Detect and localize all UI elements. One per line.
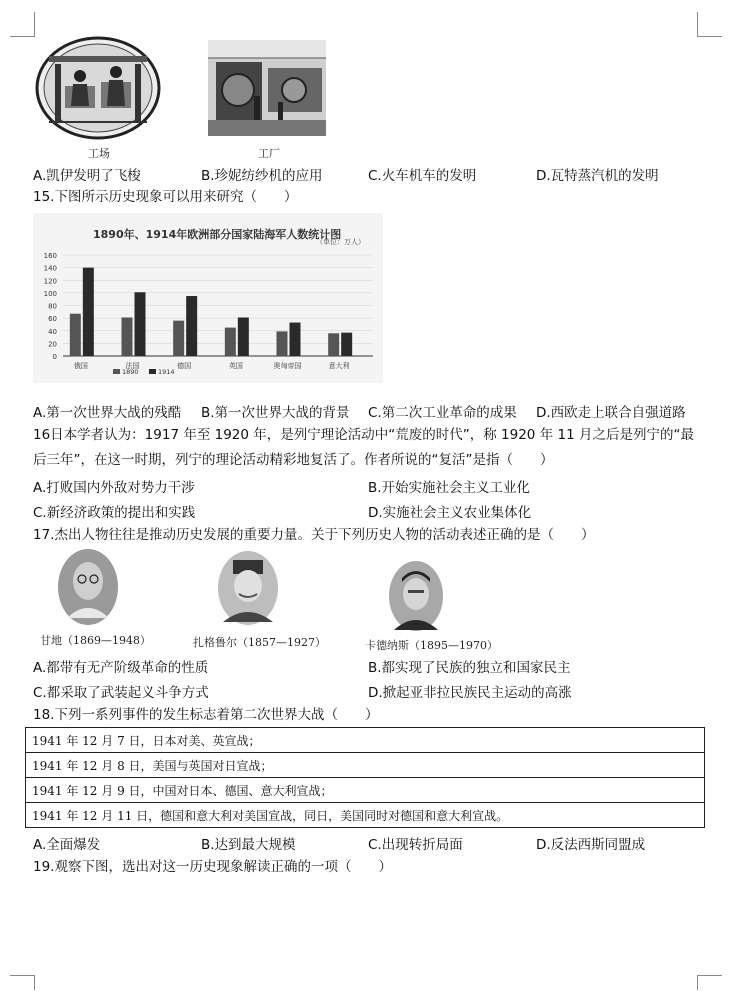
q18-events-table [25,727,705,828]
table-row [26,803,705,828]
q16-stem-line2: 后三年”，在这一时期，列宁的理论活动精彩地复活了。作者所说的“复活”是指（ ） [33,452,554,468]
q17-option-d: D.掀起亚非拉民族民主运动的高涨 [368,685,572,701]
chart-unit: （单位：万人） [316,238,365,246]
legend-swatch-1890 [113,369,120,374]
x-tick-label: 俄国 [73,362,88,370]
workshop-illustration [35,36,161,140]
table-row [26,728,705,753]
bar-1890-4 [277,331,288,356]
y-tick-label: 140 [43,264,57,273]
x-tick-label: 英国 [228,362,243,370]
bar-1914-4 [290,323,301,356]
legend-label-1890: 1890 [122,368,139,376]
y-tick-label: 0 [52,353,57,361]
q14-option-c: C.火车机车的发明 [368,168,477,184]
cardenas-portrait [388,560,444,632]
q15-option-c: C.第二次工业革命的成果 [368,405,517,421]
q17-stem: 17.杰出人物往往是推动历史发展的重要力量。关于下列历史人物的活动表述正确的是（ ） [33,527,595,543]
y-tick-label: 80 [48,302,57,311]
bar-1890-0 [70,314,81,356]
zaghlul-portrait [217,550,279,626]
event-cell: 1941 年 12 月 7 日，日本对美、英宣战； [26,728,705,753]
factory-photo [208,40,326,136]
x-tick-label: 德国 [177,362,192,370]
q15-stem: 15.下图所示历史现象可以用来研究（ ） [33,189,298,205]
event-cell: 1941 年 12 月 8 日，美国与英国对日宣战； [26,753,705,778]
event-cell: 1941 年 12 月 11 日，德国和意大利对美国宣战，同日，美国同时对德国和意大利宣战。 [26,803,705,828]
cardenas-caption: 卡德纳斯（1895—1970） [365,639,498,652]
bar-1890-5 [328,333,339,356]
bar-1890-3 [225,328,236,356]
q17-option-c: C.都采取了武装起义斗争方式 [33,685,209,701]
q19-stem: 19.观察下图，选出对这一历史现象解读正确的一项（ ） [33,859,392,875]
event-cell: 1941 年 12 月 9 日，中国对日本、德国、意大利宣战； [26,778,705,803]
y-tick-label: 40 [48,327,57,336]
table-row [26,778,705,803]
q14-option-d: D.瓦特蒸汽机的发明 [536,168,659,184]
y-tick-label: 100 [43,289,57,298]
q16-option-c: C.新经济政策的提出和实践 [33,505,196,521]
q14-option-b: B.珍妮纺纱机的应用 [201,168,323,184]
factory-caption: 工厂 [258,147,280,160]
bar-1914-3 [238,317,249,356]
y-tick-label: 120 [43,277,57,286]
q16-option-a: A.打败国内外敌对势力干涉 [33,480,195,496]
gandhi-portrait [57,548,119,626]
bar-1914-5 [341,333,352,356]
corner-mark-top-left [10,12,35,37]
q18-option-c: C.出现转折局面 [368,837,463,853]
workshop-caption: 工场 [88,147,110,160]
q15-option-b: B.第一次世界大战的背景 [201,405,350,421]
q18-option-b: B.达到最大规模 [201,837,296,853]
zaghlul-caption: 扎格鲁尔（1857—1927） [193,636,326,649]
q16-option-b: B.开始实施社会主义工业化 [368,480,531,496]
q17-option-b: B.都实现了民族的独立和国家民主 [368,660,571,676]
q15-option-a: A.第一次世界大战的残酷 [33,405,182,421]
table-row [26,753,705,778]
x-tick-label: 奥匈帝国 [273,362,302,370]
q14-option-a: A.凯伊发明了飞梭 [33,168,141,184]
q18-option-a: A.全面爆发 [33,837,101,853]
q15-option-d: D.西欧走上联合自强道路 [536,405,686,421]
bar-1914-1 [135,292,146,356]
gandhi-caption: 甘地（1869—1948） [40,634,151,647]
q18-option-d: D.反法西斯同盟成 [536,837,646,853]
legend-swatch-1914 [149,369,156,374]
y-tick-label: 160 [43,252,57,260]
bar-1890-1 [122,317,133,356]
x-tick-label: 法国 [125,362,140,370]
bar-1914-0 [83,268,94,356]
q16-option-d: D.实施社会主义农业集体化 [368,505,532,521]
legend-label-1914: 1914 [158,368,175,376]
bar-1890-2 [173,321,184,356]
bar-chart [33,213,383,383]
q17-option-a: A.都带有无产阶级革命的性质 [33,660,209,676]
bar-1914-2 [186,296,197,356]
y-tick-label: 60 [48,315,57,324]
corner-mark-bottom-right [697,975,722,990]
corner-mark-bottom-left [10,975,35,990]
q18-stem: 18.下列一系列事件的发生标志着第二次世界大战（ ） [33,707,379,723]
q16-stem-line1: 16日本学者认为：1917 年至 1920 年，是列宁理论活动中“荒废的时代”，称 1920 年 11 月之后是列宁的“最 [33,427,694,443]
chart-title: 1890年、1914年欧洲部分国家陆海军人数统计图 [93,228,342,241]
corner-mark-top-right [697,12,722,37]
y-tick-label: 20 [48,340,57,349]
x-tick-label: 意大利 [328,362,350,370]
